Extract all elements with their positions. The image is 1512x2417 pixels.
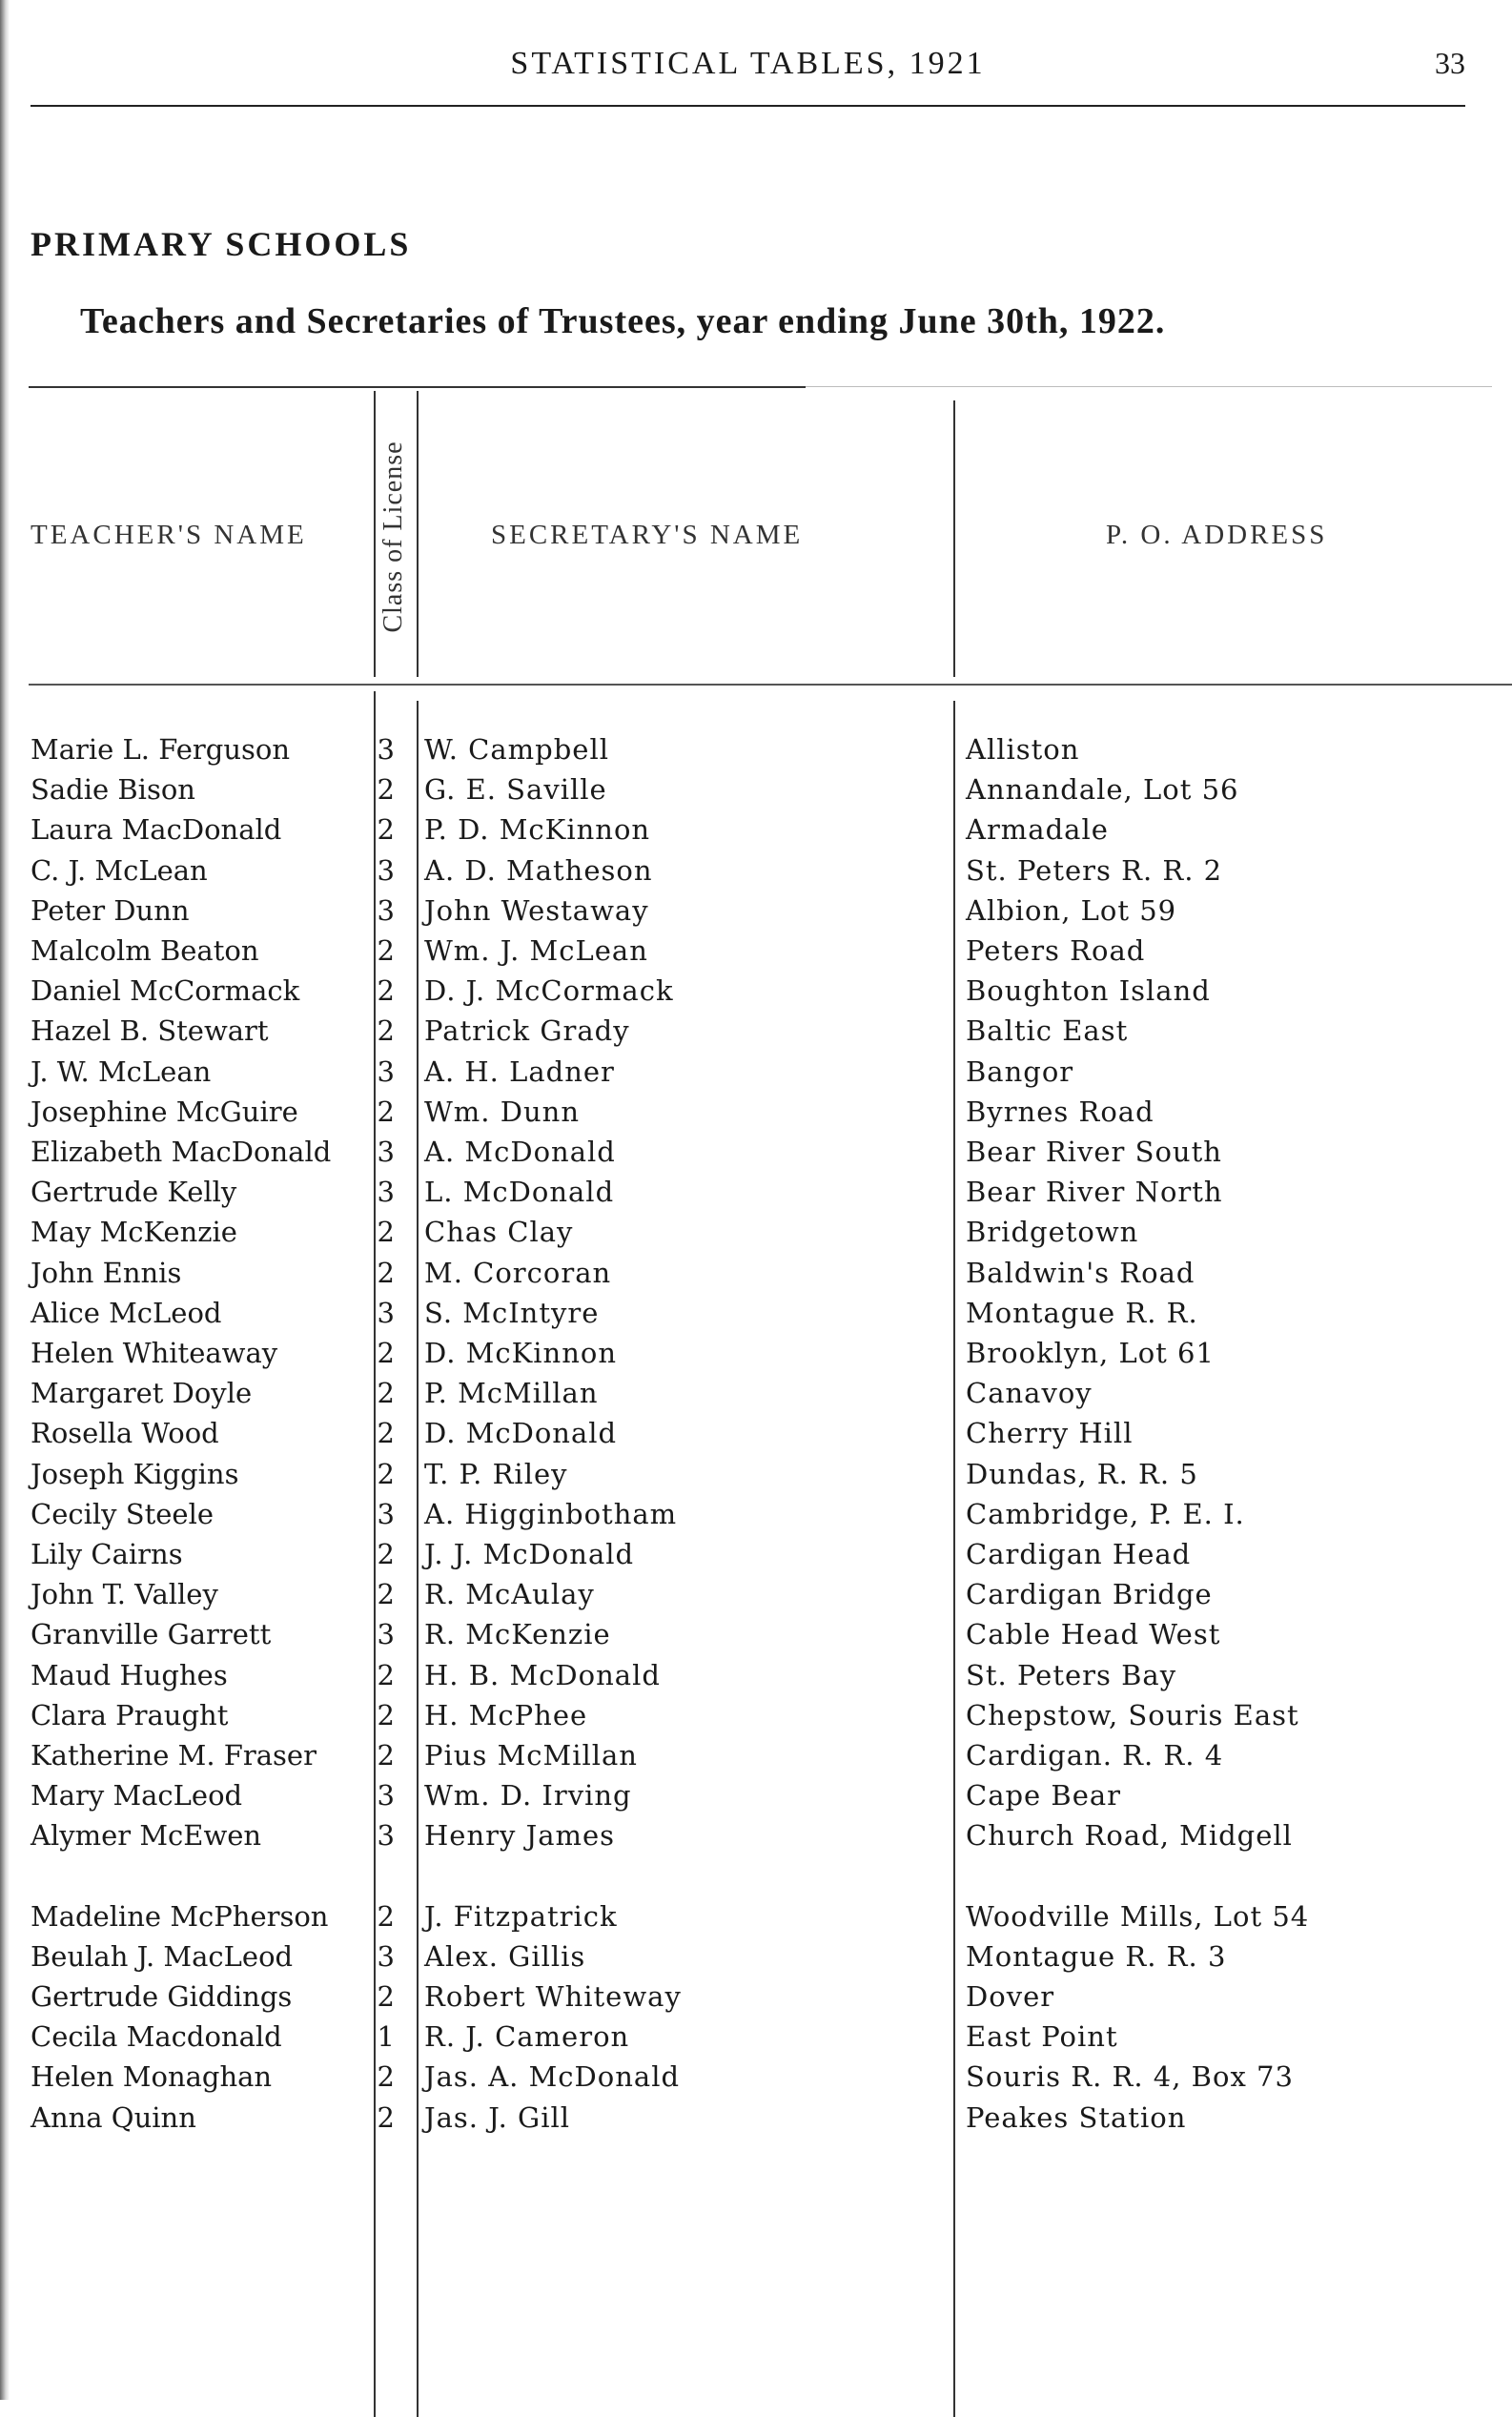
teacher-name-cell: Hazel B. Stewart [31, 1014, 269, 1048]
section-subtitle: Teachers and Secretaries of Trustees, year ending June 30th, 1922. [80, 301, 1166, 341]
table-row [29, 1212, 1478, 1252]
secretary-name-cell: John Westaway [424, 893, 649, 927]
class-of-license-cell: 2 [377, 1899, 395, 1933]
class-of-license-cell: 3 [377, 853, 395, 887]
secretary-name-cell: R. McKenzie [424, 1618, 611, 1651]
table-row [29, 1333, 1478, 1373]
teacher-name-cell: May McKenzie [31, 1216, 237, 1249]
secretary-name-cell: Jas. J. Gill [424, 2100, 571, 2134]
secretary-name-cell: J. Fitzpatrick [424, 1899, 618, 1933]
teacher-name-cell: Rosella Wood [31, 1417, 219, 1450]
class-of-license-cell: 2 [377, 1578, 395, 1611]
po-address-cell: Chepstow, Souris East [966, 1698, 1299, 1731]
po-address-cell: Cherry Hill [966, 1417, 1134, 1450]
po-address-cell: Montague R. R. 3 [966, 1939, 1227, 1973]
table-row [29, 971, 1478, 1011]
class-of-license-cell: 3 [377, 1779, 395, 1813]
secretary-name-cell: P. McMillan [424, 1377, 599, 1410]
po-address-cell: St. Peters R. R. 2 [966, 853, 1223, 887]
class-of-license-cell: 2 [377, 1377, 395, 1410]
secretary-name-cell: A. McDonald [424, 1136, 616, 1168]
address-column-line [953, 400, 955, 677]
class-of-license-cell: 2 [377, 1980, 395, 2013]
secretary-name-cell: W. Campbell [424, 733, 609, 766]
class-of-license-cell: 3 [377, 1618, 395, 1651]
po-address-cell: Bear River South [966, 1136, 1222, 1168]
class-of-license-cell: 2 [377, 1095, 395, 1128]
teacher-name-cell: Clara Praught [31, 1698, 229, 1731]
table-row [29, 1293, 1478, 1333]
table-row [29, 1896, 1478, 1936]
secretary-name-cell: Chas Clay [424, 1216, 574, 1249]
table-row [29, 1695, 1478, 1735]
table-row [29, 891, 1478, 931]
class-of-license-cell: 2 [377, 1457, 395, 1490]
teacher-name-cell: C. J. McLean [31, 853, 208, 887]
teacher-name-cell: Alymer McEwen [31, 1819, 262, 1853]
class-of-license-cell: 2 [377, 2100, 395, 2134]
teacher-name-cell: Gertrude Giddings [31, 1980, 293, 2013]
po-address-cell: Bangor [966, 1055, 1074, 1088]
class-of-license-cell: 3 [377, 1819, 395, 1853]
table-row [29, 1092, 1478, 1132]
po-address-cell: Baltic East [966, 1014, 1129, 1048]
class-of-license-cell: 2 [377, 1417, 395, 1450]
po-address-cell: Byrnes Road [966, 1095, 1154, 1128]
teacher-name-cell: Elizabeth MacDonald [31, 1136, 332, 1168]
table-row [29, 1253, 1478, 1293]
secretary-name-cell: Henry James [424, 1819, 616, 1853]
teacher-name-cell: Mary MacLeod [31, 1779, 243, 1813]
table-row [29, 1494, 1478, 1534]
teacher-name-cell: Katherine M. Fraser [31, 1739, 317, 1772]
secretary-name-cell: D. J. McCormack [424, 974, 674, 1008]
header-rule [31, 105, 1465, 107]
secretary-name-cell: T. P. Riley [424, 1457, 568, 1490]
teacher-name-cell: John T. Valley [31, 1578, 218, 1611]
po-address-cell: Albion, Lot 59 [966, 893, 1177, 927]
teacher-name-cell: Alice McLeod [31, 1296, 222, 1329]
class-of-license-cell: 2 [377, 1739, 395, 1772]
table-row [29, 809, 1478, 850]
secretary-name-cell: D. McKinnon [424, 1337, 618, 1369]
po-address-cell: Brooklyn, Lot 61 [966, 1337, 1215, 1369]
class-of-license-cell: 2 [377, 1014, 395, 1048]
teacher-name-cell: Gertrude Kelly [31, 1176, 237, 1209]
secretary-name-cell: L. McDonald [424, 1176, 615, 1209]
class-of-license-cell: 2 [377, 2060, 395, 2094]
po-address-cell: Peters Road [966, 934, 1146, 967]
teacher-name-cell: Josephine McGuire [31, 1095, 298, 1128]
page-binding-edge [0, 0, 10, 2400]
po-address-cell: Dover [966, 1980, 1055, 2013]
po-address-cell: Dundas, R. R. 5 [966, 1457, 1198, 1490]
class-of-license-cell: 2 [377, 974, 395, 1008]
table-row [29, 2017, 1478, 2057]
secretary-name-cell: Alex. Gillis [424, 1939, 586, 1973]
class-of-license-cell: 3 [377, 733, 395, 766]
po-address-cell: Cardigan Head [966, 1538, 1192, 1570]
class-of-license-cell: 2 [377, 1256, 395, 1289]
table-top-rule-faint [806, 386, 1492, 387]
po-address-cell: Souris R. R. 4, Box 73 [966, 2060, 1294, 2094]
table-row [29, 1373, 1478, 1413]
po-address-cell: Cape Bear [966, 1779, 1122, 1813]
table-row [29, 1534, 1478, 1574]
class-of-license-cell: 3 [377, 1939, 395, 1973]
class-of-license-cell: 3 [377, 1296, 395, 1329]
teacher-name-cell: Anna Quinn [31, 2100, 196, 2134]
teacher-name-cell: Marie L. Ferguson [31, 733, 291, 766]
po-address-cell: St. Peters Bay [966, 1658, 1177, 1691]
table-row [29, 729, 1478, 769]
teacher-name-cell: J. W. McLean [31, 1055, 212, 1088]
po-address-header: P. O. ADDRESS [1106, 520, 1328, 550]
table-row [29, 769, 1478, 809]
teacher-name-cell: Joseph Kiggins [31, 1457, 239, 1490]
teacher-name-cell: John Ennis [31, 1256, 182, 1289]
table-row [29, 1574, 1478, 1614]
table-row [29, 1172, 1478, 1212]
table-row [29, 1052, 1478, 1092]
running-title: STATISTICAL TABLES, 1921 [510, 46, 986, 81]
teacher-name-cell: Helen Monaghan [31, 2060, 273, 2094]
class-of-license-cell: 2 [377, 1538, 395, 1570]
secretary-name-cell: Wm. J. McLean [424, 934, 648, 967]
table-row [29, 1655, 1478, 1695]
po-address-cell: Woodville Mills, Lot 54 [966, 1899, 1310, 1933]
class-of-license-cell: 2 [377, 813, 395, 847]
class-of-license-cell: 2 [377, 773, 395, 807]
table-row [29, 1132, 1478, 1172]
class-of-license-cell: 3 [377, 1055, 395, 1088]
class-of-license-cell: 2 [377, 1216, 395, 1249]
po-address-cell: Armadale [966, 813, 1109, 847]
secretary-name-cell: R. J. Cameron [424, 2020, 630, 2054]
table-row [29, 2098, 1478, 2138]
teacher-name-cell: Daniel McCormack [31, 974, 300, 1008]
secretary-name-cell: Wm. Dunn [424, 1095, 581, 1128]
po-address-cell: Alliston [966, 733, 1080, 766]
teacher-name-cell: Lily Cairns [31, 1538, 183, 1570]
table-row [29, 1454, 1478, 1494]
po-address-cell: Baldwin's Road [966, 1256, 1195, 1289]
teacher-name-cell: Cecily Steele [31, 1497, 215, 1530]
table-row [29, 1735, 1478, 1775]
class-of-license-cell: 2 [377, 934, 395, 967]
po-address-cell: Church Road, Midgell [966, 1819, 1293, 1853]
po-address-cell: Peakes Station [966, 2100, 1187, 2134]
table-row [29, 1977, 1478, 2017]
secretary-name-header: SECRETARY'S NAME [491, 520, 804, 550]
po-address-cell: Boughton Island [966, 974, 1211, 1008]
secretary-name-cell: Patrick Grady [424, 1014, 630, 1048]
table-row [29, 1815, 1478, 1855]
class-of-license-cell: 3 [377, 1497, 395, 1530]
class-of-license-header [370, 410, 418, 663]
secretary-name-cell: Jas. A. McDonald [424, 2060, 681, 2094]
class-of-license-cell: 3 [377, 1176, 395, 1209]
teacher-name-cell: Cecila Macdonald [31, 2020, 282, 2054]
secretary-name-cell: A. D. Matheson [424, 853, 653, 887]
po-address-cell: Bridgetown [966, 1216, 1139, 1249]
secretary-name-cell: R. McAulay [424, 1578, 595, 1611]
po-address-cell: Canavoy [966, 1377, 1093, 1410]
teacher-name-cell: Sadie Bison [31, 773, 195, 807]
section-title: PRIMARY SCHOOLS [31, 225, 412, 263]
secretary-name-cell: Pius McMillan [424, 1739, 638, 1772]
teacher-name-cell: Malcolm Beaton [31, 934, 259, 967]
class-of-license-cell: 2 [377, 1698, 395, 1731]
header-bottom-rule [29, 684, 1512, 686]
teacher-name-cell: Granville Garrett [31, 1618, 272, 1651]
po-address-cell: Cardigan. R. R. 4 [966, 1739, 1224, 1772]
secretary-name-cell: M. Corcoran [424, 1256, 612, 1289]
po-address-cell: Cable Head West [966, 1618, 1221, 1651]
table-row [29, 931, 1478, 971]
class-of-license-cell: 3 [377, 1136, 395, 1168]
class-of-license-label: Class of License [378, 440, 408, 633]
teacher-name-cell: Maud Hughes [31, 1658, 228, 1691]
po-address-cell: Bear River North [966, 1176, 1223, 1209]
table-row [29, 1413, 1478, 1453]
teacher-name-cell: Margaret Doyle [31, 1377, 253, 1410]
secretary-name-cell: H. B. McDonald [424, 1658, 661, 1691]
teacher-name-cell: Helen Whiteaway [31, 1337, 278, 1369]
page-number: 33 [1435, 46, 1465, 80]
secretary-name-cell: S. McIntyre [424, 1296, 600, 1329]
teacher-name-cell: Madeline McPherson [31, 1899, 329, 1933]
table-row [29, 1011, 1478, 1051]
secretary-name-cell: H. McPhee [424, 1698, 588, 1731]
po-address-cell: Annandale, Lot 56 [966, 773, 1239, 807]
table-row [29, 1614, 1478, 1654]
po-address-cell: Cardigan Bridge [966, 1578, 1213, 1611]
secretary-name-cell: Robert Whiteway [424, 1980, 682, 2013]
table-row [29, 1775, 1478, 1815]
secretary-name-cell: P. D. McKinnon [424, 813, 651, 847]
secretary-name-cell: Wm. D. Irving [424, 1779, 632, 1813]
po-address-cell: Cambridge, P. E. I. [966, 1497, 1245, 1530]
secretary-name-cell: J. J. McDonald [424, 1538, 635, 1570]
po-address-cell: Montague R. R. [966, 1296, 1198, 1329]
table-row [29, 2057, 1478, 2097]
secretary-name-cell: G. E. Saville [424, 773, 607, 807]
secretary-name-cell: A. Higginbotham [424, 1497, 678, 1530]
secretary-name-cell: D. McDonald [424, 1417, 618, 1450]
running-head [31, 46, 1465, 103]
class-of-license-cell: 2 [377, 1337, 395, 1369]
secretary-name-cell: A. H. Ladner [424, 1055, 615, 1088]
po-address-cell: East Point [966, 2020, 1118, 2054]
class-of-license-cell: 1 [377, 2020, 395, 2054]
teacher-name-cell: Laura MacDonald [31, 813, 282, 847]
table-top-rule [29, 386, 806, 388]
table-row [29, 1936, 1478, 1977]
teacher-name-cell: Peter Dunn [31, 893, 190, 927]
class-of-license-cell: 3 [377, 893, 395, 927]
teacher-name-header: TEACHER'S NAME [31, 520, 307, 550]
class-of-license-cell: 2 [377, 1658, 395, 1691]
table-row [29, 850, 1478, 891]
teacher-name-cell: Beulah J. MacLeod [31, 1939, 294, 1973]
